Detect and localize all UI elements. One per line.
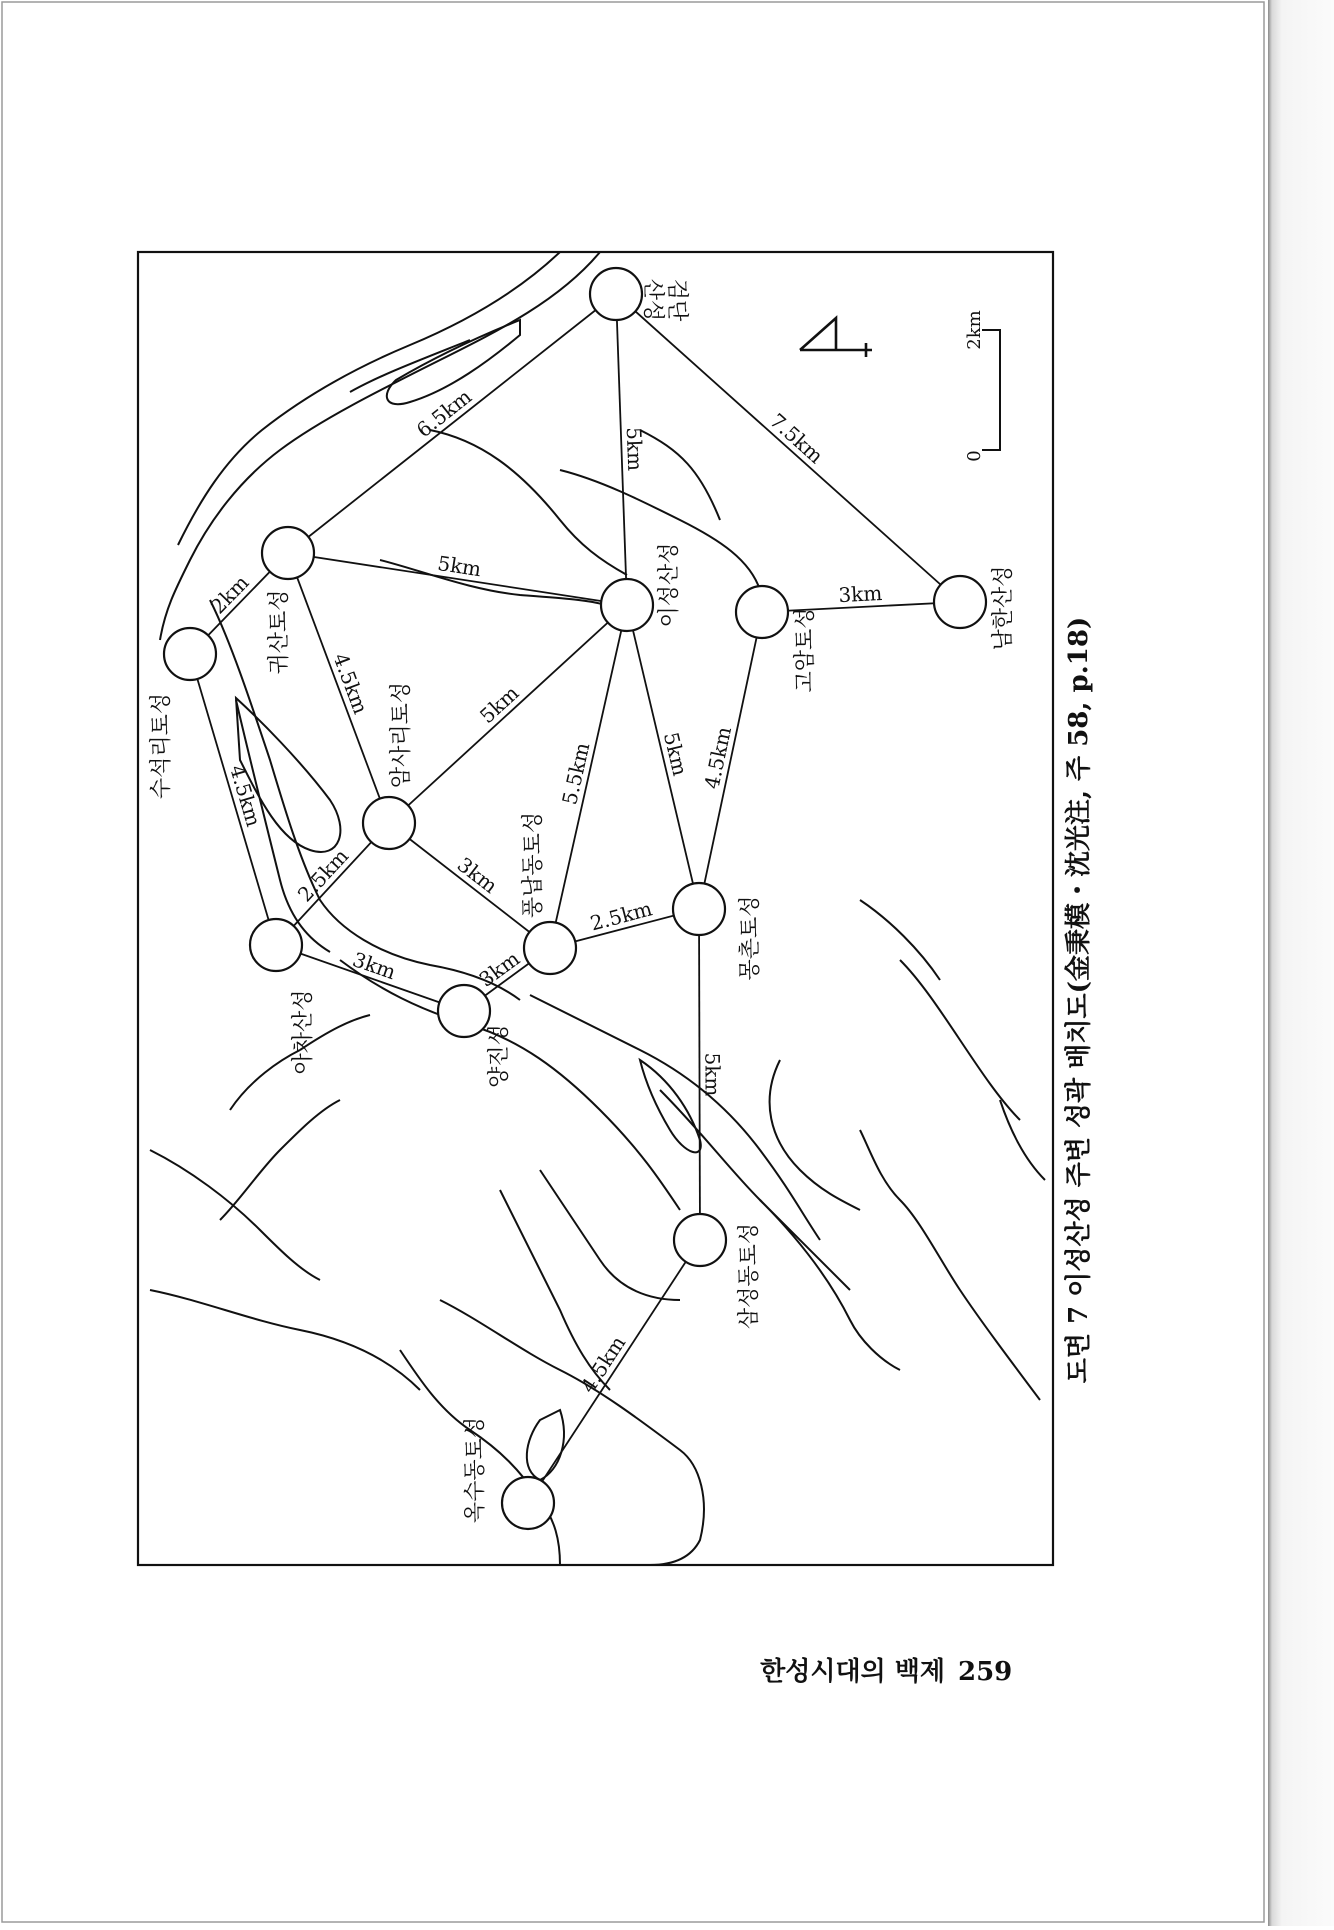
fortress-marker-gueam: [736, 586, 788, 638]
distance-label: 6.5km: [411, 384, 477, 443]
figure-caption: 도면 7 이성산성 주변 성곽 배치도(金秉模・沈光注, 주 58, p.18): [1064, 616, 1094, 1384]
river-line: [770, 1060, 860, 1210]
distance-label: 4.5km: [575, 1331, 631, 1398]
river-line: [860, 1130, 1040, 1400]
fortress-marker-samseong: [674, 1214, 726, 1266]
distance-label: 4.5km: [225, 762, 266, 830]
fortress-name-gwisan: 귀산토성: [267, 589, 292, 675]
fortress-name-suseokri: 수석리토성: [149, 692, 174, 800]
river-line: [150, 1150, 320, 1280]
page-number: 259: [958, 1657, 1013, 1687]
distance-label: 2km: [205, 570, 254, 619]
river-line: [220, 1100, 340, 1220]
river-line: [230, 1050, 300, 1110]
river-line: [900, 960, 1020, 1120]
river-line: [860, 900, 940, 980]
fortress-name-achasan: 아차산성: [291, 989, 316, 1075]
distance-label: 2.5km: [587, 896, 655, 936]
distance-label: 5km: [621, 426, 648, 472]
map-labels: [149, 279, 1016, 1523]
book-gutter-shadow: [1268, 0, 1334, 1926]
fortress-marker-achasan: [250, 919, 302, 971]
distance-label: 7.5km: [765, 408, 829, 469]
distance-label: 5km: [435, 550, 483, 582]
fortress-marker-oksu: [502, 1477, 554, 1529]
fortress-name-iseong: 이성산성: [657, 542, 682, 628]
fortress-name-samseong: 삼성동토성: [737, 1222, 762, 1330]
north-arrow-icon: [800, 318, 872, 357]
distance-line: [389, 605, 627, 823]
fortress-marker-pungnap: [524, 922, 576, 974]
fortress-name-amsari: 암사리토성: [389, 681, 414, 789]
fortress-marker-suseokri: [164, 628, 216, 680]
scale-zero: 0: [964, 450, 985, 462]
fortress-marker-gwisan: [262, 527, 314, 579]
fortress-name-yangjin: 양진성: [487, 1024, 512, 1088]
distance-line: [528, 1240, 700, 1503]
fortress-marker-iseong: [601, 579, 653, 631]
distance-label: 4.5km: [328, 649, 373, 718]
distance-label: 5km: [658, 729, 693, 779]
distance-label: 4.5km: [699, 724, 737, 792]
distance-label: 3km: [452, 852, 503, 899]
fortress-marker-mongchon: [673, 883, 725, 935]
fortress-marker-amsari: [363, 797, 415, 849]
river-line: [527, 1410, 564, 1480]
distance-label: 3km: [349, 947, 399, 985]
fortress-name-oksu: 옥수동토성: [463, 1416, 488, 1524]
distance-label: 3km: [474, 946, 525, 992]
fortress-marker-namhan: [934, 576, 986, 628]
fortress-name-gueam: 고암토성: [793, 607, 818, 693]
fortress-name-mongchon: 몽촌토성: [738, 895, 763, 981]
river-line: [540, 1170, 680, 1300]
river-line: [178, 252, 560, 545]
river-line: [1000, 1100, 1045, 1180]
river-line: [150, 1290, 420, 1390]
river-line: [760, 1200, 900, 1370]
distance-line: [550, 605, 627, 948]
distance-label: 5.5km: [557, 740, 595, 807]
running-title: 한성시대의 백제: [760, 1657, 945, 1687]
distance-line: [190, 654, 276, 945]
distance-line: [288, 294, 616, 553]
fortress-name-namhan: 남한산성: [991, 565, 1016, 651]
fortress-marker-yangjin: [438, 985, 490, 1037]
distance-label: 2.5km: [292, 843, 354, 907]
fortress-name-gomdan: 검단산성: [640, 278, 689, 322]
distance-label: 5km: [474, 680, 524, 729]
distance-label: 5km: [700, 1052, 725, 1097]
river-line: [380, 560, 605, 605]
river-line: [640, 1060, 701, 1152]
distance-line: [288, 553, 389, 823]
fortress-marker-gomdan: [590, 268, 642, 320]
distance-line: [699, 909, 700, 1240]
distance-label: 3km: [837, 580, 883, 608]
scale-end: 2km: [964, 310, 985, 350]
map-furniture: [760, 310, 1094, 1687]
fortress-name-pungnap: 풍납동토성: [521, 811, 546, 919]
